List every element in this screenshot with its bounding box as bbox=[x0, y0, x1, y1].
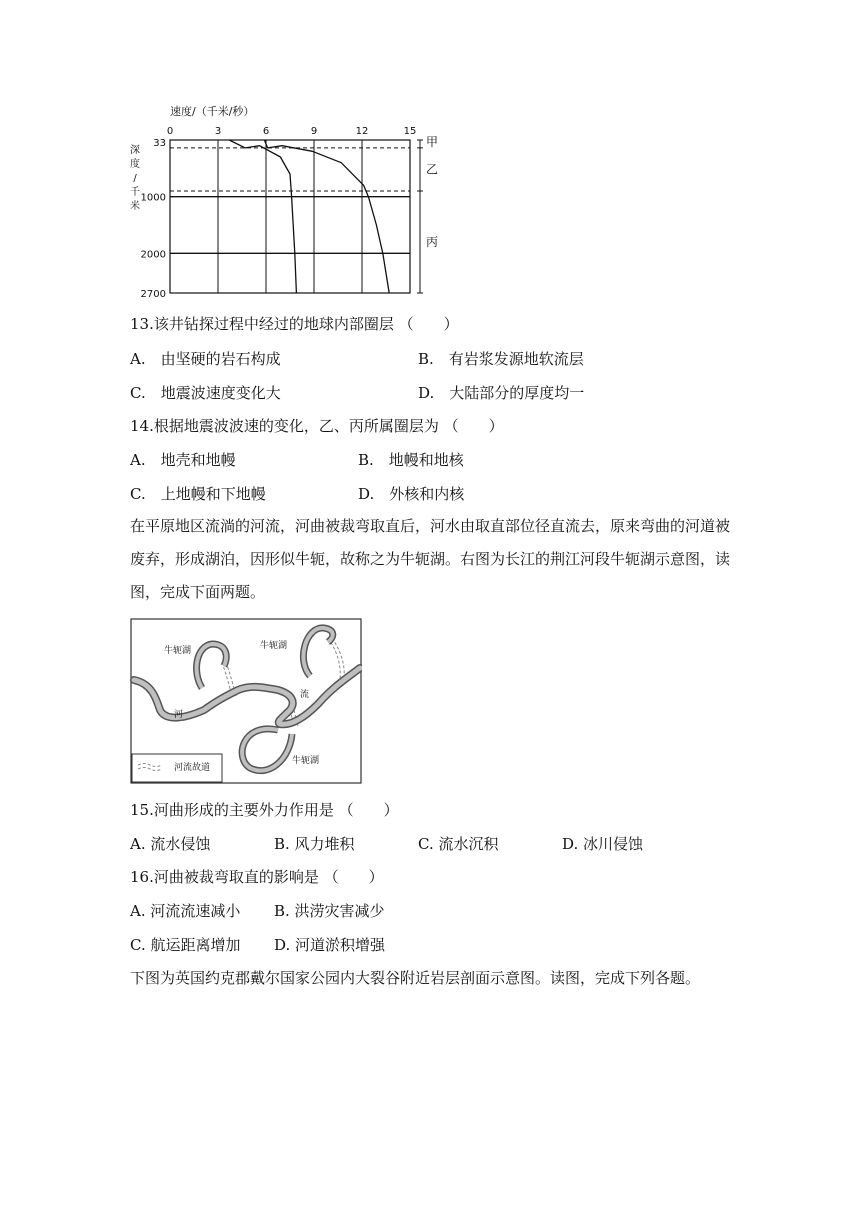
passage-rock-section: 下图为英国约克郡戴尔国家公园内大裂谷附近岩层剖面示意图。读图，完成下列各题。 bbox=[130, 969, 701, 987]
q16-option-c[interactable]: C. 航运距离增加 bbox=[130, 936, 241, 954]
y-axis-label-char: 深 bbox=[130, 145, 140, 156]
q13-stem: 13.该井钻探过程中经过的地球内部圈层 （ ） bbox=[130, 315, 459, 333]
layer-label: 乙 bbox=[426, 162, 439, 177]
q15-stem: 15.河曲形成的主要外力作用是 （ ） bbox=[130, 801, 399, 819]
y-axis-label-char: / bbox=[133, 173, 137, 184]
y-tick-label: 1000 bbox=[140, 192, 166, 204]
q13-option-a[interactable]: A. 由坚硬的岩石构成 bbox=[130, 350, 281, 368]
y-axis-label-char: 度 bbox=[130, 159, 140, 170]
y-axis-label-char: 千 bbox=[130, 187, 140, 198]
q15-option-d[interactable]: D. 冰川侵蚀 bbox=[562, 835, 644, 853]
q13-option-d[interactable]: D. 大陆部分的厚度均一 bbox=[418, 384, 585, 402]
river-label-liu: 流 bbox=[300, 690, 310, 700]
y-tick-label: 2000 bbox=[140, 249, 166, 261]
velocity-curve-1 bbox=[229, 140, 296, 293]
q14-option-d[interactable]: D. 外核和内核 bbox=[358, 485, 465, 503]
y-tick-label: 33 bbox=[153, 137, 166, 149]
x-tick-label: 9 bbox=[310, 126, 318, 137]
q16-option-d[interactable]: D. 河道淤积增强 bbox=[274, 936, 386, 954]
oxbow-label-2: 牛轭湖 bbox=[260, 641, 288, 651]
x-tick-label: 3 bbox=[214, 126, 222, 137]
q16-option-a[interactable]: A. 河流流速减小 bbox=[130, 902, 241, 920]
q16-option-b[interactable]: B. 洪涝灾害减少 bbox=[274, 902, 385, 920]
oxbow-lake-map bbox=[130, 618, 362, 784]
q13-option-b[interactable]: B. 有岩浆发源地软流层 bbox=[418, 350, 584, 368]
q14-option-c[interactable]: C. 上地幔和下地幔 bbox=[130, 485, 266, 503]
oxbow-label-1: 牛轭湖 bbox=[164, 646, 192, 656]
layer-label: 甲 bbox=[426, 135, 439, 149]
q14-option-b[interactable]: B. 地幔和地核 bbox=[358, 451, 464, 469]
seismic-velocity-chart bbox=[120, 100, 450, 305]
q15-option-a[interactable]: A. 流水侵蚀 bbox=[130, 835, 211, 853]
q14-stem: 14.根据地震波波速的变化，乙、丙所属圈层为 （ ） bbox=[130, 417, 504, 435]
q15-option-b[interactable]: B. 风力堆积 bbox=[274, 835, 355, 853]
x-tick-label: 15 bbox=[403, 126, 417, 137]
x-axis-label: 速度/（千米/秒） bbox=[170, 105, 255, 118]
layer-label: 丙 bbox=[426, 235, 439, 249]
x-tick-label: 12 bbox=[355, 126, 369, 137]
y-tick-label: 2700 bbox=[140, 289, 166, 300]
x-tick-label: 0 bbox=[166, 126, 174, 137]
river-label-he: 河 bbox=[174, 710, 184, 720]
q14-option-a[interactable]: A. 地壳和地幔 bbox=[130, 451, 236, 469]
passage-oxbow: 在平原地区流淌的河流，河曲被裁弯取直后，河水由取直部位径直流去，原来弯曲的河道被废弃，形成湖泊，因形似牛轭，故称之为牛轭湖。右图为长江的荆江河段牛轭湖示意图，读图，完成下面两题。 bbox=[130, 517, 731, 601]
oxbow-label-3: 牛轭湖 bbox=[292, 756, 320, 766]
q16-stem: 16.河曲被裁弯取直的影响是 （ ） bbox=[130, 868, 384, 886]
q15-option-c[interactable]: C. 流水沉积 bbox=[418, 835, 499, 853]
q13-option-c[interactable]: C. 地震波速度变化大 bbox=[130, 384, 281, 402]
y-axis-label-char: 米 bbox=[130, 201, 140, 212]
legend-label: 河流故道 bbox=[174, 763, 211, 773]
x-tick-label: 6 bbox=[262, 126, 270, 137]
